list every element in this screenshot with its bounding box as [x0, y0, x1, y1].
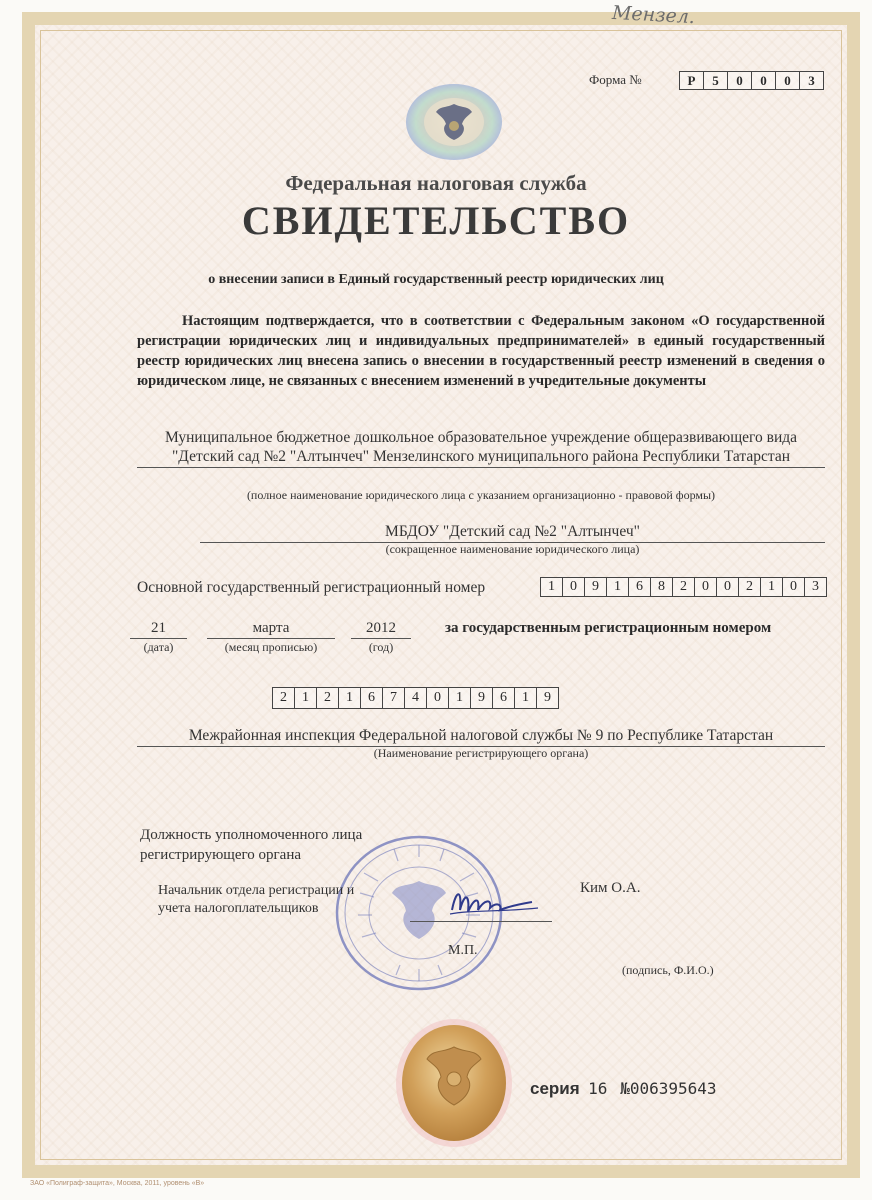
ogrn-digit: 1 [760, 577, 783, 597]
grn-digit: 2 [316, 687, 339, 709]
date-year-caption: (год) [368, 640, 394, 654]
entity-full-name: Муниципальное бюджетное дошкольное образовательное учреждение общеразвивающего вида "Детский сад №2 "Алтынчеч" Мензелинского муниципального района Республики Татарстан [137, 428, 825, 468]
form-cell: 3 [799, 71, 824, 90]
ogrn-digit: 0 [562, 577, 585, 597]
ogrn-cells [541, 577, 827, 597]
series-block [530, 1079, 717, 1099]
grn-digit: 9 [470, 687, 493, 709]
grn-digit: 1 [294, 687, 317, 709]
ogrn-digit: 0 [694, 577, 717, 597]
grn-digit: 1 [514, 687, 537, 709]
form-cell: 5 [703, 71, 728, 90]
hologram-emblem-icon [404, 82, 504, 162]
grn-cells [273, 687, 559, 709]
series-value: 16 [588, 1079, 608, 1098]
date-month: марта [207, 620, 335, 639]
date-day-caption: (дата) [143, 640, 174, 654]
grn-digit: 6 [360, 687, 383, 709]
handwritten-note: Мензел. [611, 1, 696, 29]
position-label: Должность уполномоченного лица регистрирующего органа [140, 827, 363, 863]
registering-authority-caption: (Наименование регистрирующего органа) [373, 746, 589, 760]
grn-digit: 6 [492, 687, 515, 709]
ogrn-digit: 0 [782, 577, 805, 597]
grn-digit: 1 [338, 687, 361, 709]
signature-caption: (подпись, Ф.И.О.) [622, 963, 714, 977]
ogrn-digit: 2 [672, 577, 695, 597]
form-cell: 0 [775, 71, 800, 90]
form-cell: 0 [751, 71, 776, 90]
certificate-title: СВИДЕТЕЛЬСТВО [241, 198, 631, 243]
signature-line [410, 921, 552, 922]
signatory-position-line2: учета налогоплательщиков [158, 901, 319, 916]
agency-name: Федеральная налоговая служба [285, 171, 587, 195]
entity-full-name-caption: (полное наименование юридического лица с указанием организационно - правовой формы) [246, 488, 716, 502]
confirmation-text-content: Настоящим подтверждается, что в соответствии с Федеральным законом «О государственной регистрации юридических лиц и индивидуальных предпринимателей» в единый государственный реестр юридических лиц внесена запись о внесении в государственный реестр изменений в сведения о юридическом лице, не связанных с внесением изменений в учредительные документы [137, 313, 825, 389]
date-day: 21 [130, 620, 187, 639]
date-month-caption: (месяц прописью) [224, 640, 318, 654]
entity-short-name-caption: (сокращенное наименование юридического лица) [385, 542, 640, 556]
grn-digit: 0 [426, 687, 449, 709]
grn-digit: 7 [382, 687, 405, 709]
signatory-position [158, 882, 354, 918]
series-number: №006395643 [620, 1079, 717, 1098]
ogrn-digit: 8 [650, 577, 673, 597]
signatory-position-line1: Начальник отдела регистрации и [158, 883, 355, 898]
confirmation-text [137, 311, 825, 391]
ogrn-digit: 2 [738, 577, 761, 597]
form-cell: 0 [727, 71, 752, 90]
grn-digit: 2 [272, 687, 295, 709]
grn-label: за государственным регистрационным номером [445, 620, 772, 636]
gold-seal-icon [395, 1017, 513, 1149]
ogrn-digit: 0 [716, 577, 739, 597]
certificate-subtitle: о внесении записи в Единый государственный реестр юридических лиц [208, 272, 664, 287]
ogrn-digit: 3 [804, 577, 827, 597]
signatory-name: Ким О.А. [580, 880, 641, 896]
form-cell: Р [679, 71, 704, 90]
grn-digit: 1 [448, 687, 471, 709]
ogrn-digit: 9 [584, 577, 607, 597]
ogrn-digit: 1 [606, 577, 629, 597]
entity-short-name: МБДОУ "Детский сад №2 "Алтынчеч" [200, 523, 825, 543]
handwritten-signature-icon [440, 880, 550, 925]
series-label: серия [530, 1079, 580, 1098]
grn-digit: 4 [404, 687, 427, 709]
date-year: 2012 [351, 620, 411, 639]
registering-authority: Межрайонная инспекция Федеральной налоговой службы № 9 по Республике Татарстан [137, 727, 825, 747]
ogrn-digit: 1 [540, 577, 563, 597]
seal-place-label: М.П. [448, 943, 478, 958]
form-number-label: Форма № [589, 72, 642, 87]
grn-digit: 9 [536, 687, 559, 709]
printer-note: ЗАО «Полиграф-защита», Москва, 2011, уровень «В» [30, 1180, 205, 1187]
ogrn-label: Основной государственный регистрационный номер [137, 579, 486, 596]
ogrn-digit: 6 [628, 577, 651, 597]
form-number-cells [680, 71, 824, 90]
